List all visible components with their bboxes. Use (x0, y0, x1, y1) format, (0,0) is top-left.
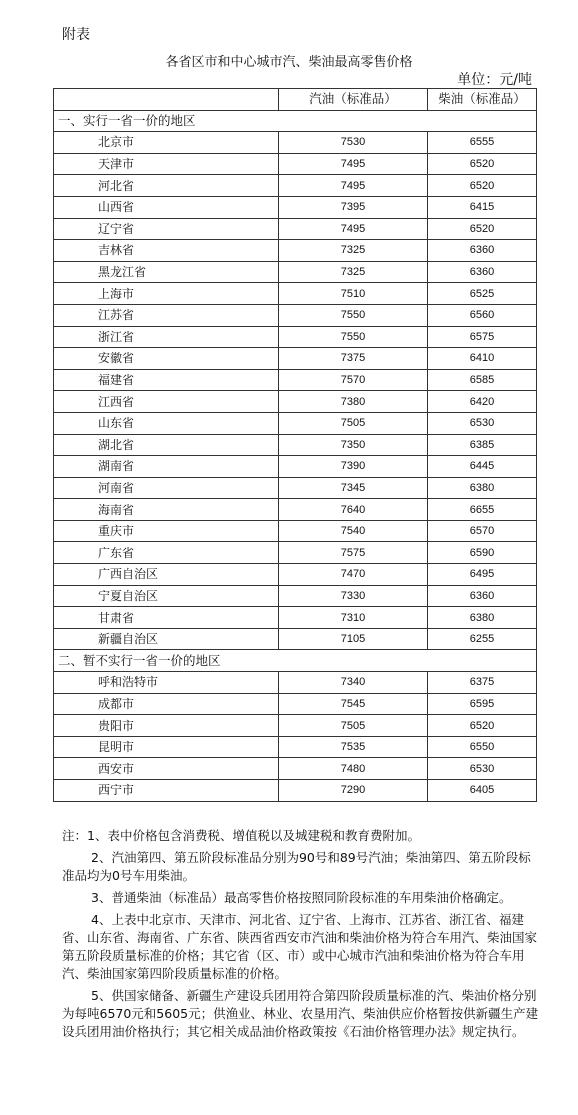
gasoline-price: 7505 (279, 412, 428, 434)
gasoline-price: 7530 (279, 132, 428, 154)
diesel-price: 6415 (428, 196, 537, 218)
diesel-price: 6445 (428, 456, 537, 478)
gasoline-price: 7575 (279, 542, 428, 564)
table-row (54, 175, 537, 197)
note-4: 4、上表中北京市、天津市、河北省、辽宁省、上海市、江苏省、浙江省、福建省、山东省、海南省、广东省、陕西省西安市汽油和柴油价格为符合车用汽、柴油国家第五阶段质量标准的价格；其它省（区、市）或中心城市汽油和柴油价格为符合车用汽、柴油国家第四阶段质量标准的价格。 (62, 912, 538, 981)
region-name: 天津市 (54, 153, 279, 175)
region-name: 山西省 (54, 196, 279, 218)
region-name: 江西省 (54, 391, 279, 413)
table-row (54, 196, 537, 218)
table-row (54, 520, 537, 542)
gasoline-price: 7540 (279, 520, 428, 542)
region-name: 海南省 (54, 499, 279, 521)
region-name: 北京市 (54, 132, 279, 154)
diesel-price: 6385 (428, 434, 537, 456)
diesel-price: 6420 (428, 391, 537, 413)
diesel-price: 6360 (428, 585, 537, 607)
diesel-price: 6495 (428, 564, 537, 586)
diesel-price: 6655 (428, 499, 537, 521)
diesel-price: 6405 (428, 780, 537, 802)
gasoline-price: 7480 (279, 758, 428, 780)
note-2: 2、汽油第四、第五阶段标准品分别为90号和89号汽油；柴油第四、第五阶段标准品均为0号车用柴油。 (62, 850, 531, 883)
attachment-label: 附表 (62, 27, 90, 43)
table-row (54, 477, 537, 499)
region-name: 重庆市 (54, 520, 279, 542)
note-1: 注：1、表中价格包含消费税、增值税以及城建税和教育费附加。 (62, 828, 420, 843)
note-5: 5、供国家储备、新疆生产建设兵团用符合第四阶段质量标准的汽、柴油价格分别为每吨6570元和5605元；供渔业、林业、农垦用汽、柴油供应价格暂按供新疆生产建设兵团用油价格执行；其它相关成品油价格政策按《石油价格管理办法》规定执行。 (62, 987, 539, 1039)
gasoline-price: 7330 (279, 585, 428, 607)
table-row (54, 369, 537, 391)
region-name: 浙江省 (54, 326, 279, 348)
gasoline-price: 7105 (279, 628, 428, 650)
region-name: 西安市 (54, 758, 279, 780)
table-row (54, 758, 537, 780)
diesel-price: 6520 (428, 175, 537, 197)
table-row (54, 153, 537, 175)
gasoline-price: 7325 (279, 261, 428, 283)
gasoline-price: 7495 (279, 175, 428, 197)
table-row (54, 585, 537, 607)
table-row (54, 564, 537, 586)
region-name: 新疆自治区 (54, 628, 279, 650)
region-name: 宁夏自治区 (54, 585, 279, 607)
gasoline-price: 7550 (279, 304, 428, 326)
section-row (54, 110, 537, 132)
region-name: 呼和浩特市 (54, 672, 279, 694)
diesel-price: 6375 (428, 672, 537, 694)
page-title: 各省区市和中心城市汽、柴油最高零售价格 (165, 55, 413, 70)
gasoline-price: 7390 (279, 456, 428, 478)
region-name: 河北省 (54, 175, 279, 197)
table-row (54, 132, 537, 154)
region-name: 福建省 (54, 369, 279, 391)
region-name: 西宁市 (54, 780, 279, 802)
diesel-price: 6410 (428, 348, 537, 370)
diesel-price: 6530 (428, 758, 537, 780)
gasoline-price: 7380 (279, 391, 428, 413)
diesel-price: 6380 (428, 607, 537, 629)
diesel-price: 6360 (428, 240, 537, 262)
diesel-price: 6555 (428, 132, 537, 154)
table-row (54, 304, 537, 326)
price-table (53, 88, 537, 802)
gasoline-price: 7325 (279, 240, 428, 262)
region-name: 广西自治区 (54, 564, 279, 586)
table-header-row (54, 89, 537, 111)
note-3: 3、普通柴油（标准品）最高零售价格按照同阶段标准的车用柴油价格确定。 (91, 890, 512, 906)
gasoline-price: 7340 (279, 672, 428, 694)
column-header-gasoline: 汽油（标准品） (279, 89, 428, 111)
column-header-region (54, 89, 279, 111)
table-row (54, 348, 537, 370)
table-row (54, 499, 537, 521)
diesel-price: 6530 (428, 412, 537, 434)
diesel-price: 6590 (428, 542, 537, 564)
diesel-price: 6550 (428, 736, 537, 758)
gasoline-price: 7545 (279, 693, 428, 715)
table-row (54, 240, 537, 262)
gasoline-price: 7640 (279, 499, 428, 521)
gasoline-price: 7550 (279, 326, 428, 348)
region-name: 甘肃省 (54, 607, 279, 629)
gasoline-price: 7290 (279, 780, 428, 802)
region-name: 湖北省 (54, 434, 279, 456)
table-row (54, 693, 537, 715)
table-row (54, 326, 537, 348)
section-title: 二、暂不实行一省一价的地区 (54, 650, 537, 672)
gasoline-price: 7570 (279, 369, 428, 391)
table-row (54, 283, 537, 305)
table-row (54, 715, 537, 737)
diesel-price: 6560 (428, 304, 537, 326)
region-name: 昆明市 (54, 736, 279, 758)
column-header-diesel: 柴油（标准品） (428, 89, 537, 111)
region-name: 安徽省 (54, 348, 279, 370)
notes-section (62, 827, 542, 1045)
table-row (54, 218, 537, 240)
region-name: 吉林省 (54, 240, 279, 262)
table-row (54, 672, 537, 694)
table-row (54, 542, 537, 564)
diesel-price: 6360 (428, 261, 537, 283)
table-row (54, 456, 537, 478)
region-name: 河南省 (54, 477, 279, 499)
diesel-price: 6380 (428, 477, 537, 499)
region-name: 成都市 (54, 693, 279, 715)
gasoline-price: 7470 (279, 564, 428, 586)
diesel-price: 6255 (428, 628, 537, 650)
table-row (54, 628, 537, 650)
gasoline-price: 7350 (279, 434, 428, 456)
diesel-price: 6520 (428, 153, 537, 175)
section-row (54, 650, 537, 672)
unit-label: 单位：元/吨 (457, 72, 532, 88)
table-row (54, 391, 537, 413)
region-name: 辽宁省 (54, 218, 279, 240)
diesel-price: 6520 (428, 218, 537, 240)
table-row (54, 434, 537, 456)
gasoline-price: 7505 (279, 715, 428, 737)
diesel-price: 6570 (428, 520, 537, 542)
gasoline-price: 7395 (279, 196, 428, 218)
gasoline-price: 7375 (279, 348, 428, 370)
table-row (54, 412, 537, 434)
diesel-price: 6525 (428, 283, 537, 305)
section-title: 一、实行一省一价的地区 (54, 110, 537, 132)
gasoline-price: 7495 (279, 218, 428, 240)
region-name: 湖南省 (54, 456, 279, 478)
region-name: 上海市 (54, 283, 279, 305)
diesel-price: 6575 (428, 326, 537, 348)
diesel-price: 6520 (428, 715, 537, 737)
gasoline-price: 7345 (279, 477, 428, 499)
region-name: 贵阳市 (54, 715, 279, 737)
table-row (54, 261, 537, 283)
table-row (54, 780, 537, 802)
gasoline-price: 7495 (279, 153, 428, 175)
region-name: 山东省 (54, 412, 279, 434)
diesel-price: 6595 (428, 693, 537, 715)
gasoline-price: 7510 (279, 283, 428, 305)
table-row (54, 607, 537, 629)
region-name: 江苏省 (54, 304, 279, 326)
gasoline-price: 7535 (279, 736, 428, 758)
region-name: 广东省 (54, 542, 279, 564)
gasoline-price: 7310 (279, 607, 428, 629)
diesel-price: 6585 (428, 369, 537, 391)
table-row (54, 736, 537, 758)
region-name: 黑龙江省 (54, 261, 279, 283)
